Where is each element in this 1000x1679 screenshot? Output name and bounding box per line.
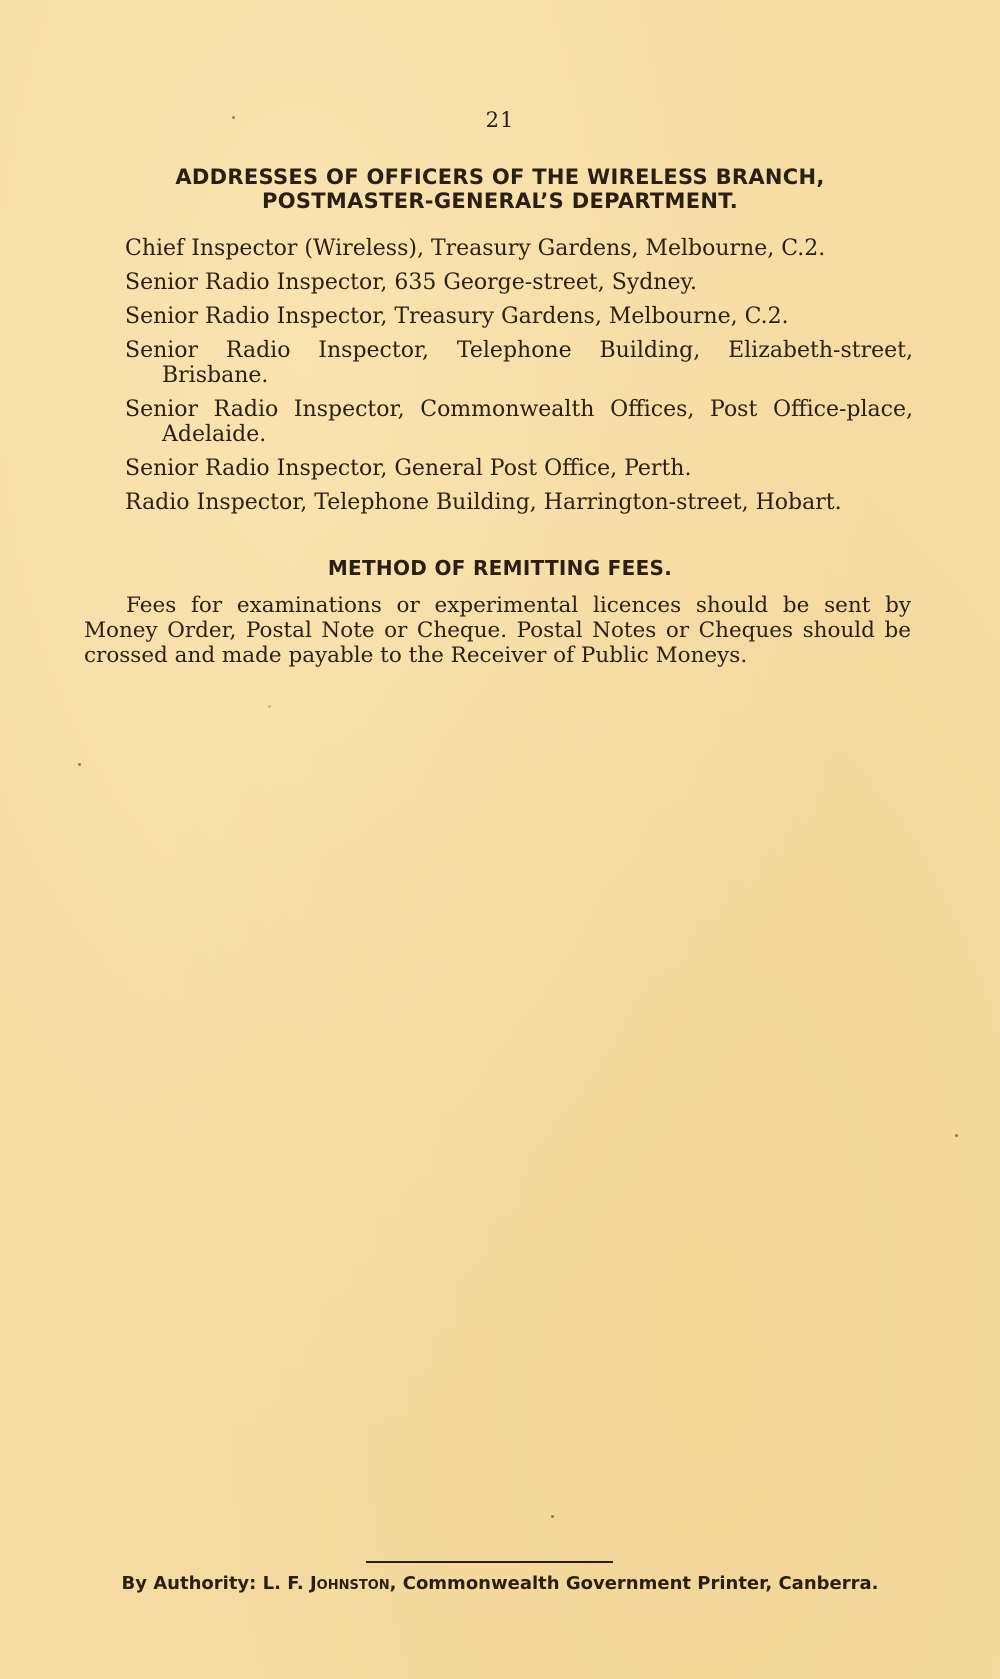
- addresses-heading: [100, 165, 900, 213]
- footer-divider: [366, 1561, 613, 1563]
- method-heading: METHOD OF REMITTING FEES.: [327, 556, 673, 580]
- page-number: 21: [485, 108, 515, 132]
- method-paragraph: Fees for examinations or experimental licences should be sent by Money Order, Postal Note or Cheque. Postal Notes or Cheques should be crossed and made payable to the Receiver of Public Moneys.: [84, 593, 911, 668]
- address-item-hobart: Radio Inspector, Telephone Building, Harrington-street, Hobart.: [125, 490, 842, 515]
- address-list: [125, 236, 913, 524]
- printer-imprint: [60, 1573, 940, 1594]
- paper-speck: [551, 1515, 554, 1518]
- imprint-printer-name: Johnston: [309, 1573, 390, 1594]
- imprint-suffix: , Commonwealth Government Printer, Canberra.: [389, 1573, 879, 1594]
- address-item-brisbane: Senior Radio Inspector, Telephone Building, Elizabeth-street, Brisbane.: [125, 338, 913, 388]
- address-item-adelaide: Senior Radio Inspector, Commonwealth Offices, Post Office-place, Adelaide.: [125, 397, 913, 447]
- paper-speck: [78, 763, 81, 766]
- addresses-heading-line-2: POSTMASTER-GENERAL’S DEPARTMENT.: [262, 189, 738, 213]
- address-item-melbourne: Senior Radio Inspector, Treasury Gardens, Melbourne, C.2.: [125, 304, 789, 329]
- paper-speck: [955, 1134, 958, 1137]
- address-item-chief-inspector-melbourne: Chief Inspector (Wireless), Treasury Gardens, Melbourne, C.2.: [125, 236, 826, 261]
- paper-speck: [268, 705, 271, 708]
- paper-speck: [232, 116, 235, 119]
- imprint-prefix: By Authority: L. F.: [121, 1573, 310, 1594]
- addresses-heading-line-1: ADDRESSES OF OFFICERS OF THE WIRELESS BRANCH,: [175, 165, 825, 189]
- address-item-perth: Senior Radio Inspector, General Post Office, Perth.: [125, 456, 692, 481]
- address-item-sydney: Senior Radio Inspector, 635 George-street, Sydney.: [125, 270, 697, 295]
